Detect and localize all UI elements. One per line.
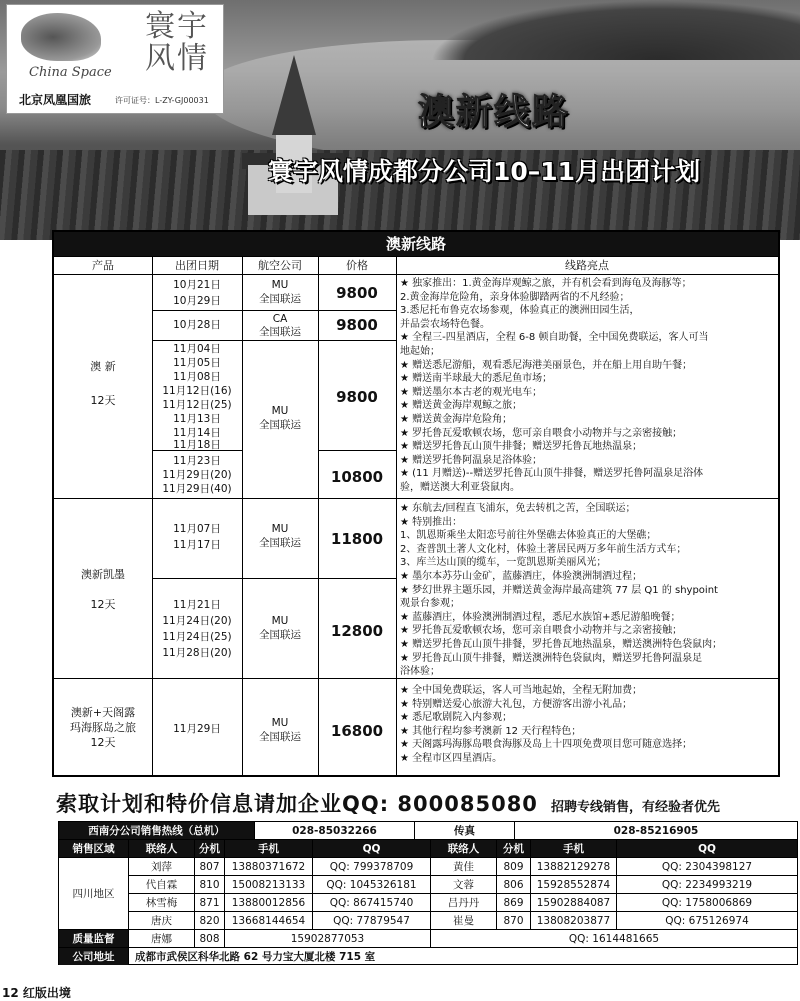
depart-date: 11月24日(20) <box>162 615 232 627</box>
highlight-line: 并品尝农场特色餐。 <box>400 318 490 330</box>
contact-ext: 869 <box>497 894 531 911</box>
depart-date: 11月12日(25) <box>162 399 232 411</box>
contact-mobile: 13668144654 <box>225 912 313 929</box>
contact-name: 文蓉 <box>431 876 497 893</box>
contact-table <box>58 821 798 965</box>
contact-col-header: 销售区域 <box>59 840 129 857</box>
qq-banner <box>56 788 796 818</box>
price: 9800 <box>336 316 378 334</box>
address-label: 公司地址 <box>59 948 129 965</box>
airline-code: MU <box>271 615 289 627</box>
table-title: 澳新线路 <box>54 232 778 256</box>
contact-name: 代自霖 <box>129 876 195 893</box>
company-address: 成都市武侯区科华北路 62 号力宝大厦北楼 715 室 <box>135 951 376 963</box>
address-row <box>59 948 797 965</box>
highlight-line: 3.悉尼托布鲁克农场参观，体验真正的澳洲田园生活， <box>400 305 640 317</box>
contact-ext: 807 <box>195 858 225 875</box>
col-header-highlights: 线路亮点 <box>565 259 609 272</box>
contact-mobile: 13808203877 <box>531 912 617 929</box>
highlight-line: ★ 特别推出： <box>400 516 463 528</box>
contact-row <box>129 894 797 912</box>
depart-date: 10月21日 <box>173 279 221 291</box>
contact-row <box>129 912 797 930</box>
depart-date: 11月12日(16) <box>162 385 232 397</box>
logo-english: China Space <box>29 65 112 80</box>
highlight-line: ★ 罗托鲁瓦爱歌顿农场，您可亲自喂食小动物并与之亲密接触； <box>400 427 683 439</box>
page-footer: 12 红版出境 <box>2 986 71 1000</box>
highlight-line: ★ 罗托鲁瓦山顶牛排餐，赠送澳洲特色袋鼠肉，赠送罗托鲁阿温泉足 <box>400 652 703 664</box>
sales-region: 四川地区 <box>59 858 129 930</box>
bull-logo-icon <box>21 13 101 61</box>
contact-mobile: 13880371672 <box>225 858 313 875</box>
product-name-line2: 玛海豚岛之旅 <box>70 721 136 734</box>
contact-qq: QQ: 675126974 <box>665 914 749 927</box>
contact-qq: QQ: 77879547 <box>313 912 431 929</box>
contact-mobile: 15928552874 <box>531 876 617 893</box>
contact-name: 唐庆 <box>129 912 195 929</box>
contact-name: 黄佳 <box>431 858 497 875</box>
highlight-line: 浴体验； <box>400 666 440 678</box>
contact-mobile: 13880012856 <box>225 894 313 911</box>
price: 9800 <box>336 284 378 302</box>
depart-date: 11月23日 <box>173 455 221 467</box>
quality-qq: QQ: 1614481665 <box>568 932 660 945</box>
hotline-number: 028-85032266 <box>255 822 415 839</box>
contact-col-header: QQ <box>617 840 797 857</box>
qq-contact-text: 索取计划和特价信息请加企业QQ: 800085080 <box>56 792 538 816</box>
contact-header-row <box>59 840 797 858</box>
hill-shape <box>430 0 800 60</box>
price: 12800 <box>330 622 384 640</box>
contact-mobile: 15008213133 <box>225 876 313 893</box>
price: 11800 <box>330 530 384 548</box>
col-header-product: 产品 <box>92 259 114 272</box>
contact-ext: 871 <box>195 894 225 911</box>
price: 10800 <box>330 468 384 486</box>
depart-date: 11月14日 <box>173 427 221 439</box>
highlight-line: ★ 赠送黄金海岸观鲸之旅； <box>400 400 523 412</box>
highlight-line: ★ 其他行程均参考澳新 12 天行程特色； <box>400 725 582 737</box>
page-subtitle: 寰宇风情成都分公司10–11月出团计划 <box>268 157 701 186</box>
depart-date: 11月29日 <box>173 723 221 735</box>
highlight-line: ★ 独家推出：1.黄金海岸观鲸之旅，并有机会看到海龟及海豚等； <box>400 278 692 289</box>
airline-note: 全国联运 <box>259 293 301 305</box>
highlight-line: ★ 特别赠送爱心旅游大礼包，方便游客出游小礼品； <box>400 698 633 710</box>
depart-date: 10月29日 <box>173 295 221 307</box>
airline-note: 全国联运 <box>259 537 301 549</box>
hotline-label: 西南分公司销售热线（总机） <box>59 822 255 839</box>
price: 9800 <box>336 388 378 406</box>
depart-date: 11月21日 <box>173 599 221 611</box>
recruit-note: 招聘专线销售，有经验者优先 <box>551 800 721 815</box>
depart-date: 11月29日(40) <box>162 483 232 495</box>
highlight-line: 2.黄金海岸危险角，亲身体验脚踏两省的不凡经验； <box>400 291 630 303</box>
contact-mobile: 15902884087 <box>531 894 617 911</box>
highlight-line: ★ 全中国免费联运，客人可当地起始，全程无附加费； <box>400 685 643 696</box>
highlight-line: ★ 悉尼歌剧院入内参观； <box>400 712 513 724</box>
depart-date: 11月17日 <box>173 539 221 551</box>
highlight-line: ★ 东航去/回程直飞浦东，免去转机之苦，全国联运； <box>400 503 636 514</box>
quality-contact: 唐娜 <box>129 930 195 947</box>
price: 16800 <box>330 722 384 740</box>
quality-ext: 808 <box>195 930 225 947</box>
highlight-line: ★ 赠送悉尼游船，观看悉尼海港美丽景色，并在船上用自助午餐； <box>400 359 693 371</box>
route-table <box>52 230 780 777</box>
airline-code: MU <box>271 523 289 535</box>
contact-qq: QQ: 2304398127 <box>661 860 753 873</box>
airline-code: MU <box>271 405 289 417</box>
company-name: 北京凤凰国旅 <box>19 93 92 107</box>
product-days: 12天 <box>90 394 116 407</box>
contact-ext: 809 <box>497 858 531 875</box>
highlight-line: ★ 罗托鲁瓦爱歌顿农场，您可亲自喂食小动物并与之亲密接触； <box>400 625 683 637</box>
highlight-line: ★ 梦幻世界主题乐园，并赠送黄金海岸最高建筑 77 层 Q1 的 shypoint <box>400 584 718 596</box>
product-days: 12天 <box>90 736 116 749</box>
product-name: 澳 新 <box>90 360 116 373</box>
depart-date: 11月04日 <box>173 343 221 355</box>
col-header-date: 出团日期 <box>175 259 219 272</box>
contact-name: 崔曼 <box>431 912 497 929</box>
highlight-line: ★ 赠送南半球最大的悉尼鱼市场； <box>400 373 553 385</box>
contact-row <box>129 876 797 894</box>
header-photo <box>0 0 800 240</box>
contact-qq: QQ: 799378709 <box>313 858 431 875</box>
airline-note: 全国联运 <box>259 629 301 641</box>
quality-mobile: 15902877053 <box>225 930 431 947</box>
airline-code: CA <box>272 313 288 325</box>
page-title: 澳新线路 <box>418 92 571 133</box>
highlight-line: ★ 赠送墨尔本古老的观光电车； <box>400 386 543 398</box>
highlight-line: ★ (11 月赠送)--赠送罗托鲁瓦山顶牛排餐，赠送罗托鲁阿温泉足浴体 <box>400 468 704 480</box>
brand-logo <box>6 4 224 114</box>
product-name: 澳新+天阁露 <box>70 706 136 719</box>
highlight-line: ★ 蓝藤酒庄，体验澳洲制酒过程，悉尼水族馆+悉尼游船晚餐； <box>400 611 681 623</box>
highlight-line: ★ 全程市区四星酒店。 <box>400 753 503 764</box>
highlight-line: ★ 赠送黄金海岸危险角； <box>400 414 513 425</box>
col-header-airline: 航空公司 <box>258 259 302 272</box>
depart-date: 11月07日 <box>173 523 221 535</box>
airline-note: 全国联运 <box>259 419 301 431</box>
depart-date: 11月29日(20) <box>162 469 232 481</box>
depart-date: 10月28日 <box>173 319 221 331</box>
fax-number: 028-85216905 <box>613 824 699 837</box>
contact-ext: 810 <box>195 876 225 893</box>
contact-qq: QQ: 867415740 <box>313 894 431 911</box>
contact-col-header: 分机 <box>195 840 225 857</box>
highlight-line: 3、库兰达山顶的缆车，一览凯恩斯美丽风光； <box>400 557 607 569</box>
airline-code: MU <box>271 717 289 729</box>
contact-qq: QQ: 1758006869 <box>661 896 753 909</box>
airline-code: MU <box>271 279 289 291</box>
contact-name: 吕丹丹 <box>431 894 497 911</box>
highlight-line: 2、查普凯土著人文化村，体验土著居民两万多年前生活方式车； <box>400 543 687 555</box>
airline-note: 全国联运 <box>259 731 301 743</box>
highlight-line: ★ 墨尔本苏芬山金矿，蓝藤酒庄，体验澳洲制酒过程； <box>400 571 643 582</box>
contact-name: 刘萍 <box>129 858 195 875</box>
contact-qq: QQ: 2234993219 <box>661 878 753 891</box>
quality-row <box>59 930 797 948</box>
highlight-line: ★ 赠送罗托鲁瓦山顶牛排餐，罗托鲁瓦地热温泉，赠送澳洲特色袋鼠肉； <box>400 639 723 650</box>
highlight-line: ★ 全程三-四星酒店，全程 6-8 顿自助餐，全中国免费联运，客人可当 <box>400 332 709 344</box>
contact-mobile: 13882129278 <box>531 858 617 875</box>
highlight-line: 1、凯恩斯乘坐太阳恋号前往外堡礁去体验真正的大堡礁； <box>400 530 657 542</box>
depart-date: 11月13日 <box>173 413 221 425</box>
highlight-line: 观景台参观； <box>400 598 460 610</box>
contact-row <box>129 858 797 876</box>
col-header-price: 价格 <box>346 259 368 272</box>
contact-col-header: 分机 <box>497 840 531 857</box>
contact-col-header: 手机 <box>225 840 313 857</box>
contact-qq: QQ: 1045326181 <box>313 876 431 893</box>
contact-col-header: QQ <box>313 840 431 857</box>
contact-col-header: 联络人 <box>431 840 497 857</box>
depart-date: 11月05日 <box>173 357 221 369</box>
contact-ext: 870 <box>497 912 531 929</box>
product-name: 澳新凯墨 <box>81 568 125 581</box>
license-number: 许可证号：L-ZY-GJ00031 <box>115 96 209 105</box>
quality-label: 质量监督 <box>59 930 129 947</box>
contact-name: 林雪梅 <box>129 894 195 911</box>
depart-date: 11月18日 <box>173 439 221 451</box>
highlight-line: ★ 天阁露玛海豚岛喂食海豚及岛上十四项免费项目您可随意选择； <box>400 739 693 751</box>
airline-note: 全国联运 <box>259 326 301 338</box>
fax-label: 传真 <box>415 822 515 839</box>
hotline-row <box>59 822 797 840</box>
contact-ext: 820 <box>195 912 225 929</box>
logo-chinese: 寰宇风情 <box>145 9 209 76</box>
highlight-line: 地起始； <box>400 346 440 357</box>
contact-ext: 806 <box>497 876 531 893</box>
depart-date: 11月24日(25) <box>162 631 232 643</box>
highlight-line: ★ 赠送罗托鲁阿温泉足浴体验； <box>400 454 543 466</box>
product-days: 12天 <box>90 598 116 611</box>
depart-date: 11月28日(20) <box>162 647 232 659</box>
highlight-line: ★ 赠送罗托鲁瓦山顶牛排餐；赠送罗托鲁瓦地热温泉； <box>400 441 643 453</box>
depart-date: 11月08日 <box>173 371 221 383</box>
highlight-line: 验，赠送澳大利亚袋鼠肉。 <box>400 482 520 493</box>
contact-col-header: 手机 <box>531 840 617 857</box>
contact-col-header: 联络人 <box>129 840 195 857</box>
